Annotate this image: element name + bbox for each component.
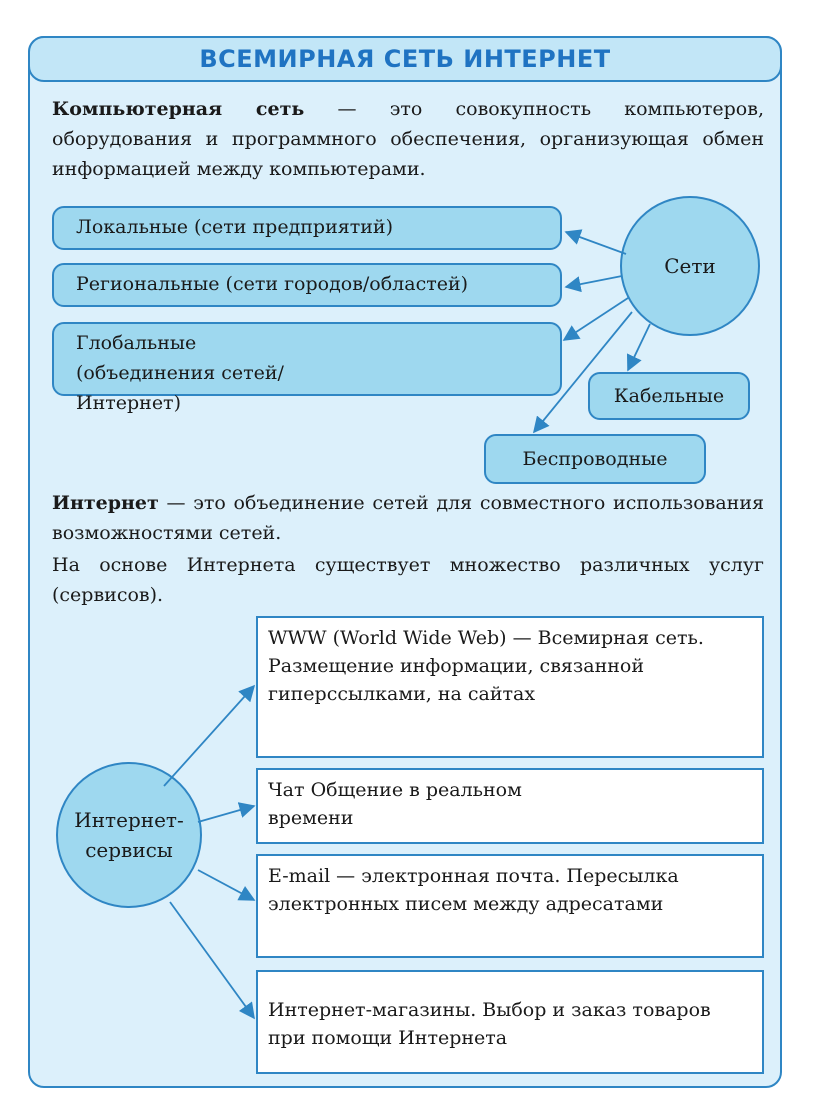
network-type-regional-label: Региональные (сети городов/областей) bbox=[76, 273, 469, 295]
arrow-to-shops bbox=[170, 902, 254, 1018]
service-chat-text: Чат Общение в реальном времени bbox=[268, 779, 522, 829]
service-shops-text: Интернет-магазины. Выбор и заказ товаров при помощи Интернета bbox=[268, 999, 711, 1049]
network-type-global-label: Глобальные (объединения сетей/ Интернет) bbox=[76, 332, 284, 414]
network-definition-term: Компьютерная сеть bbox=[52, 98, 305, 120]
arrow-to-regional bbox=[566, 276, 622, 287]
services-hub-label: Интернет-сервисы bbox=[74, 808, 184, 862]
service-www-text: WWW (World Wide Web) — Всемирная сеть. Размещение информации, связанной гиперссылками, на сайтах bbox=[268, 627, 704, 705]
networks-hub-label: Сети bbox=[664, 254, 716, 278]
arrow-to-email bbox=[198, 870, 254, 900]
page-title: ВСЕМИРНАЯ СЕТЬ ИНТЕРНЕТ bbox=[199, 45, 611, 73]
network-type-cable-label: Кабельные bbox=[613, 385, 725, 407]
arrow-to-wireless bbox=[534, 312, 632, 432]
arrow-to-global bbox=[564, 298, 628, 340]
network-type-local-label: Локальные (сети предприятий) bbox=[76, 216, 393, 238]
arrow-to-cable bbox=[628, 324, 650, 370]
arrow-to-www bbox=[164, 686, 254, 786]
arrow-to-local bbox=[566, 232, 626, 254]
service-email-text: E-mail — электронная почта. Пересылка электронных писем между адресатами bbox=[268, 865, 679, 915]
internet-definition-text: — это объединение сетей для совместного использования возможностями сетей. bbox=[52, 492, 764, 544]
arrow-to-chat bbox=[198, 806, 254, 822]
network-type-wireless-label: Беспроводные bbox=[522, 448, 668, 470]
internet-definition-term: Интернет bbox=[52, 492, 159, 514]
services-intro-text: На основе Интернета существует множество различных услуг (сервисов). bbox=[52, 554, 764, 606]
network-definition-text: — это совокупность компьютеров, оборудования и программного обеспечения, организующая обмен информацией между компьютерами. bbox=[52, 98, 764, 180]
